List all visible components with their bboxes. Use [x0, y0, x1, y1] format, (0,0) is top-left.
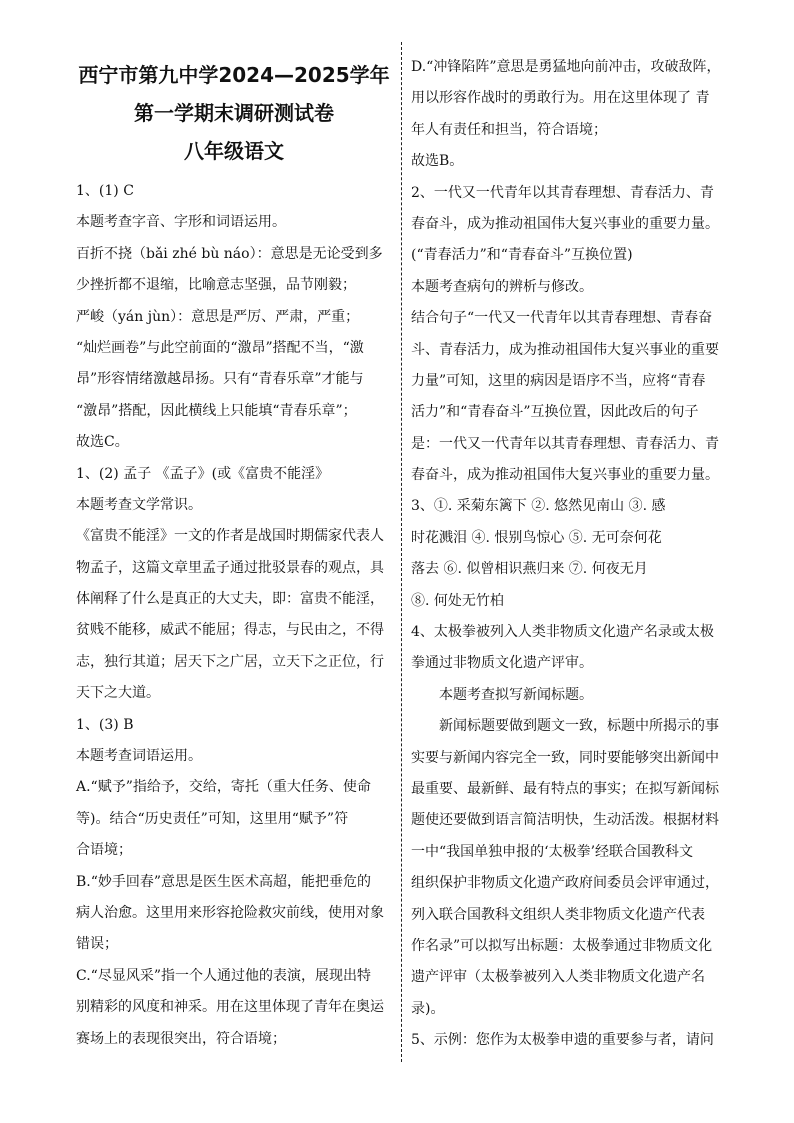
- text-line: 严峻（yán jùn）：意思是严厉、严肃，严重；: [76, 308, 360, 325]
- text-line: 作名录”可以拟写出标题：太极拳通过非物质文化: [411, 937, 713, 954]
- text-line: C.“尽显风采”指一个人通过他的表演，展现出特: [76, 967, 371, 984]
- text-line: D.“冲锋陷阵”意思是勇猛地向前冲击，攻破敌阵，: [411, 59, 721, 75]
- text-line: (“青春活力”和“青春奋斗”互换位置): [411, 247, 633, 264]
- text-line: 结合句子“一代又一代青年以其青春理想、青春奋: [411, 310, 713, 327]
- text-line: 本题考查文学常识。: [76, 496, 202, 513]
- text-line: 体阐释了什么是真正的大丈夫，即：富贵不能淫，: [76, 591, 384, 608]
- text-line: 一中“我国单独申报的‘太极拳’经联合国教科文: [411, 843, 694, 860]
- text-line: 活力”和“青春奋斗”互换位置，因此改后的句子: [411, 404, 699, 421]
- text-line: 力量”可知，这里的病因是语序不当，应将“青春: [411, 372, 706, 389]
- text-line: 错误；: [76, 936, 118, 953]
- text-line: 《富贵不能淫》一文的作者是战国时期儒家代表人: [76, 528, 384, 545]
- left-column: [76, 52, 392, 1055]
- title-line-3: 八年级语文: [184, 139, 284, 163]
- text-line: 新闻标题要做到题文一致，标题中所揭示的事: [439, 718, 719, 735]
- text-line: 本题考查字音、字形和词语运用。: [76, 214, 286, 231]
- text-line: 物孟子，这篇文章里孟子通过批驳景春的观点，具: [76, 559, 384, 576]
- text-line: 用以形容作战时的勇敢行为。用在这里体现了 青: [411, 90, 710, 107]
- text-line: 合语境；: [76, 842, 132, 859]
- text-line: “灿烂画卷”与此空前面的“激昂”搭配不当，“激: [76, 339, 364, 356]
- text-line: 组织保护非物质文化遗产政府间委员会评审通过，: [411, 875, 719, 892]
- text-line: 志，独行其道；居天下之广居，立天下之正位，行: [76, 653, 384, 670]
- text-line: 1、(1) C: [76, 183, 134, 199]
- text-line: 时花溅泪 ④. 恨别鸟惊心 ⑤. 无可奈何花: [411, 529, 662, 546]
- text-line: 拳通过非物质文化遗产评审。: [411, 655, 593, 672]
- text-line: 本题考查病句的辨析与修改。: [411, 278, 593, 295]
- text-line: 春奋斗，成为推动祖国伟大复兴事业的重要力量。: [411, 467, 719, 484]
- text-line: 遗产评审（太极拳被列入人类非物质文化遗产名: [411, 969, 705, 986]
- text-line: 等)。结合“历史责任”可知，这里用“赋予”符: [76, 810, 349, 827]
- text-line: 故选B。: [411, 153, 464, 170]
- title-line-2: 第一学期末调研测试卷: [134, 101, 334, 125]
- text-line: 昂”形容情绪激越昂扬。只有“青春乐章”才能与: [76, 371, 364, 388]
- text-line: 本题考查拟写新闻标题。: [439, 686, 593, 703]
- text-line: 赛场上的表现很突出，符合语境；: [76, 1030, 286, 1047]
- right-answer-text: [411, 52, 741, 1057]
- text-line: 天下之大道。: [76, 685, 160, 702]
- text-line: 春奋斗，成为推动祖国伟大复兴事业的重要力量。: [411, 215, 719, 232]
- text-line: 贫贱不能移，威武不能屈；得志，与民由之，不得: [76, 622, 384, 639]
- right-column: [411, 52, 741, 1057]
- text-line: 少挫折都不退缩，比喻意志坚强，品节刚毅；: [76, 277, 356, 294]
- text-line: 1、(2) 孟子 《孟子》(或《富贵不能淫》: [76, 465, 330, 482]
- text-line: 别精彩的风度和神采。用在这里体现了青年在奥运: [76, 999, 384, 1016]
- text-line: 3、①. 采菊东篱下 ②. 悠然见南山 ③. 感: [411, 498, 666, 515]
- text-line: 录)。: [411, 1000, 445, 1017]
- text-line: 故选C。: [76, 434, 129, 451]
- text-line: 年人有责任和担当，符合语境；: [411, 121, 607, 138]
- column-divider: [401, 42, 402, 1062]
- text-line: 本题考查词语运用。: [76, 748, 202, 765]
- text-line: B.“妙手回春”意思是医生医术高超，能把垂危的: [76, 873, 372, 890]
- text-line: 落去 ⑥. 似曾相识燕归来 ⑦. 何夜无月: [411, 561, 648, 578]
- title-line-1: 西宁市第九中学2024—2025学年: [78, 63, 390, 87]
- text-line: A.“赋予”指给予，交给，寄托（重大任务、使命: [76, 779, 371, 796]
- text-line: 百折不挠（bǎi zhé bù náo）：意思是无论受到多: [76, 245, 383, 262]
- text-line: “激昂”搭配，因此横线上只能填“青春乐章”；: [76, 402, 357, 419]
- text-line: 最重要、最新鲜、最有特点的事实；在拟写新闻标: [411, 780, 719, 797]
- text-line: 5、示例：您作为太极拳申遗的重要参与者，请问: [411, 1032, 714, 1049]
- text-line: 2、一代又一代青年以其青春理想、青春活力、青: [411, 184, 714, 201]
- text-line: ⑧. 何处无竹柏: [411, 592, 504, 609]
- text-line: 列入联合国教科文组织人类非物质文化遗产代表: [411, 906, 705, 923]
- left-answer-text: [76, 176, 392, 1055]
- text-line: 是：一代又一代青年以其青春理想、青春活力、青: [411, 435, 719, 452]
- text-line: 4、太极拳被列入人类非物质文化遗产名录或太极: [411, 624, 714, 641]
- text-line: 斗、青春活力，成为推动祖国伟大复兴事业的重要: [411, 341, 719, 358]
- text-line: 题使还要做到语言简洁明快，生动活泼。根据材料: [411, 812, 719, 829]
- text-line: 实要与新闻内容完全一致，同时要能够突出新闻中: [411, 749, 719, 766]
- text-line: 病人治愈。这里用来形容抢险救灾前线，使用对象: [76, 904, 384, 921]
- text-line: 1、(3) B: [76, 716, 134, 733]
